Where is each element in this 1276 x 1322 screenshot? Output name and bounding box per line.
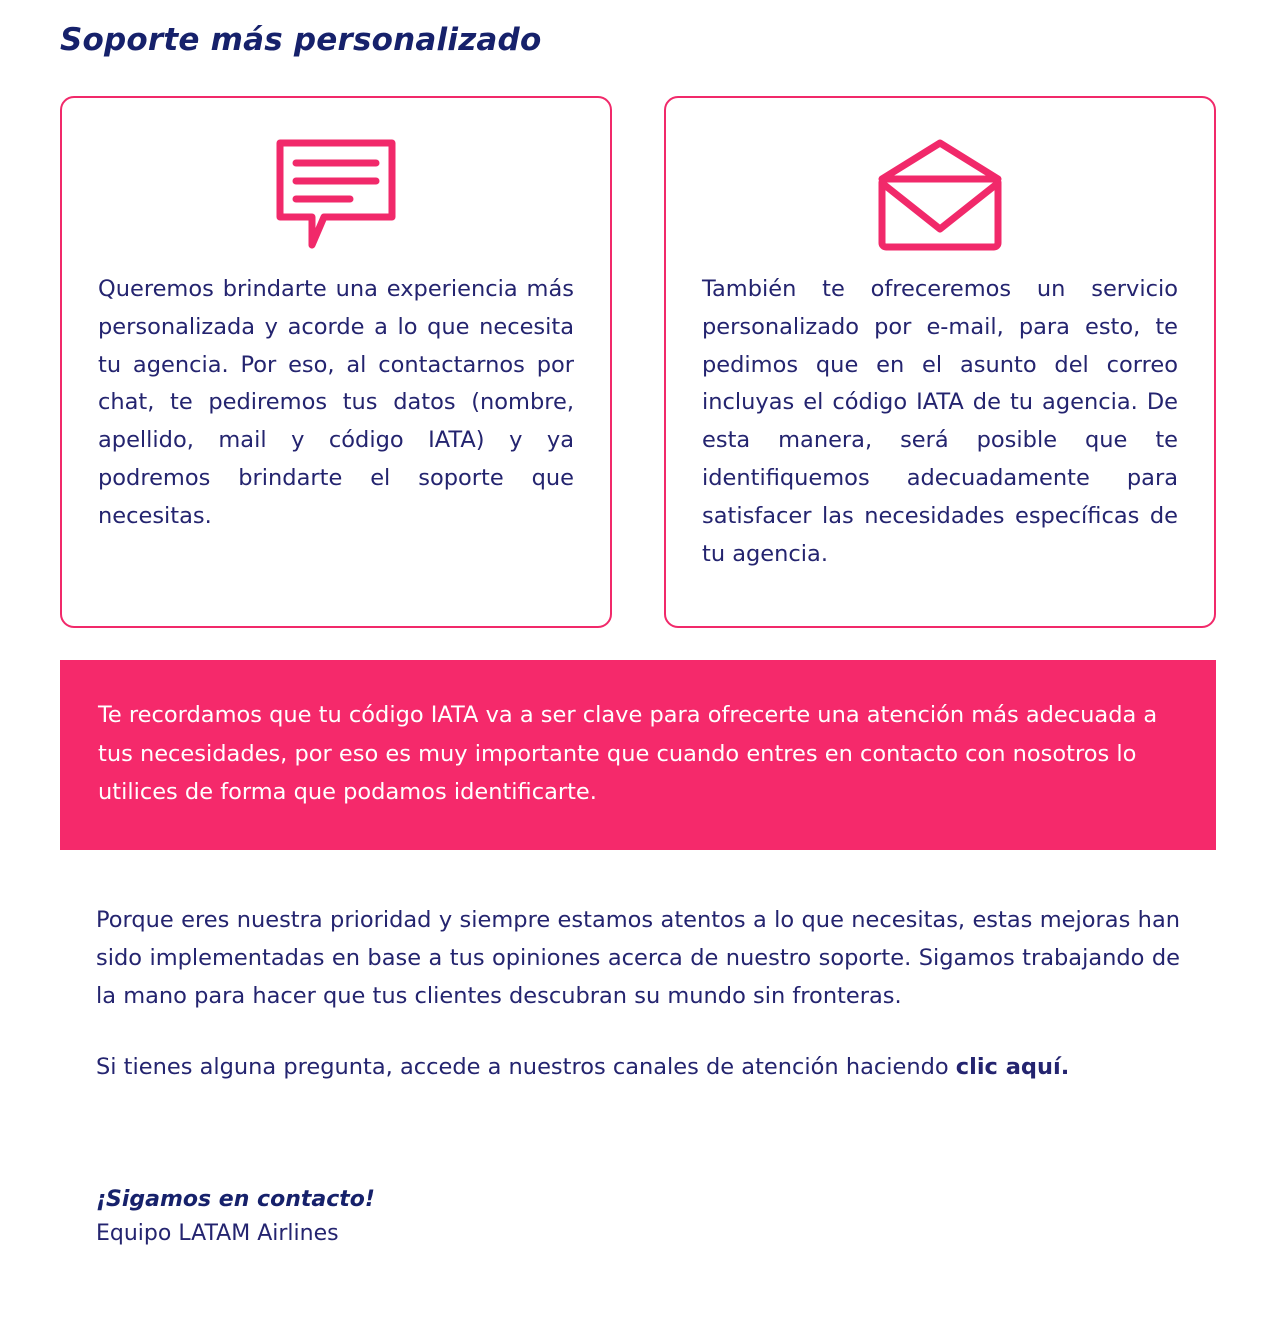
card-chat-text: Queremos brindarte una experiencia más personalizada y acorde a lo que necesita tu agencia. Por eso, al contactarnos por chat, te pediremos tus datos (nombre, apellido, mail y código IATA) y ya podremos brindarte el soporte que necesitas.	[98, 276, 574, 529]
chat-bubble-icon	[98, 132, 574, 257]
card-email	[664, 96, 1216, 628]
signature	[60, 1183, 1216, 1251]
card-email-text: También te ofreceremos un servicio personalizado por e-mail, para esto, te pedimos que en el asunto del correo incluyas el código IATA de tu agencia. De esta manera, será posible que te identifiquemos adecuadamente para satisfacer las necesidades específicas de tu agencia.	[702, 276, 1178, 567]
signature-line-2: Equipo LATAM Airlines	[96, 1221, 339, 1247]
envelope-icon	[702, 132, 1178, 257]
body-paragraph-2-prefix: Si tienes alguna pregunta, accede a nuestros canales de atención haciendo	[96, 1054, 956, 1081]
contact-channels-link[interactable]: clic aquí.	[955, 1054, 1070, 1081]
cards-row	[60, 96, 1216, 628]
body-paragraph-1: Porque eres nuestra prioridad y siempre estamos atentos a lo que necesitas, estas mejoras han sido implementadas en base a tus opiniones acerca de nuestro soporte. Sigamos trabajando de la mano para hacer que tus clientes descubran su mundo sin fronteras.	[96, 907, 1180, 1009]
body-paragraph-2	[60, 1049, 1216, 1087]
page-title: Soporte más personalizado	[60, 22, 542, 58]
iata-reminder-banner	[60, 660, 1216, 850]
banner-text: Te recordamos que tu código IATA va a ser clave para ofrecerte una atención más adecuada a tus necesidades, por eso es muy importante que cuando entres en contacto con nosotros lo utilices de forma que podamos identificarte.	[98, 702, 1158, 806]
card-chat	[60, 96, 612, 628]
signature-line-1: ¡Sigamos en contacto!	[96, 1187, 375, 1213]
